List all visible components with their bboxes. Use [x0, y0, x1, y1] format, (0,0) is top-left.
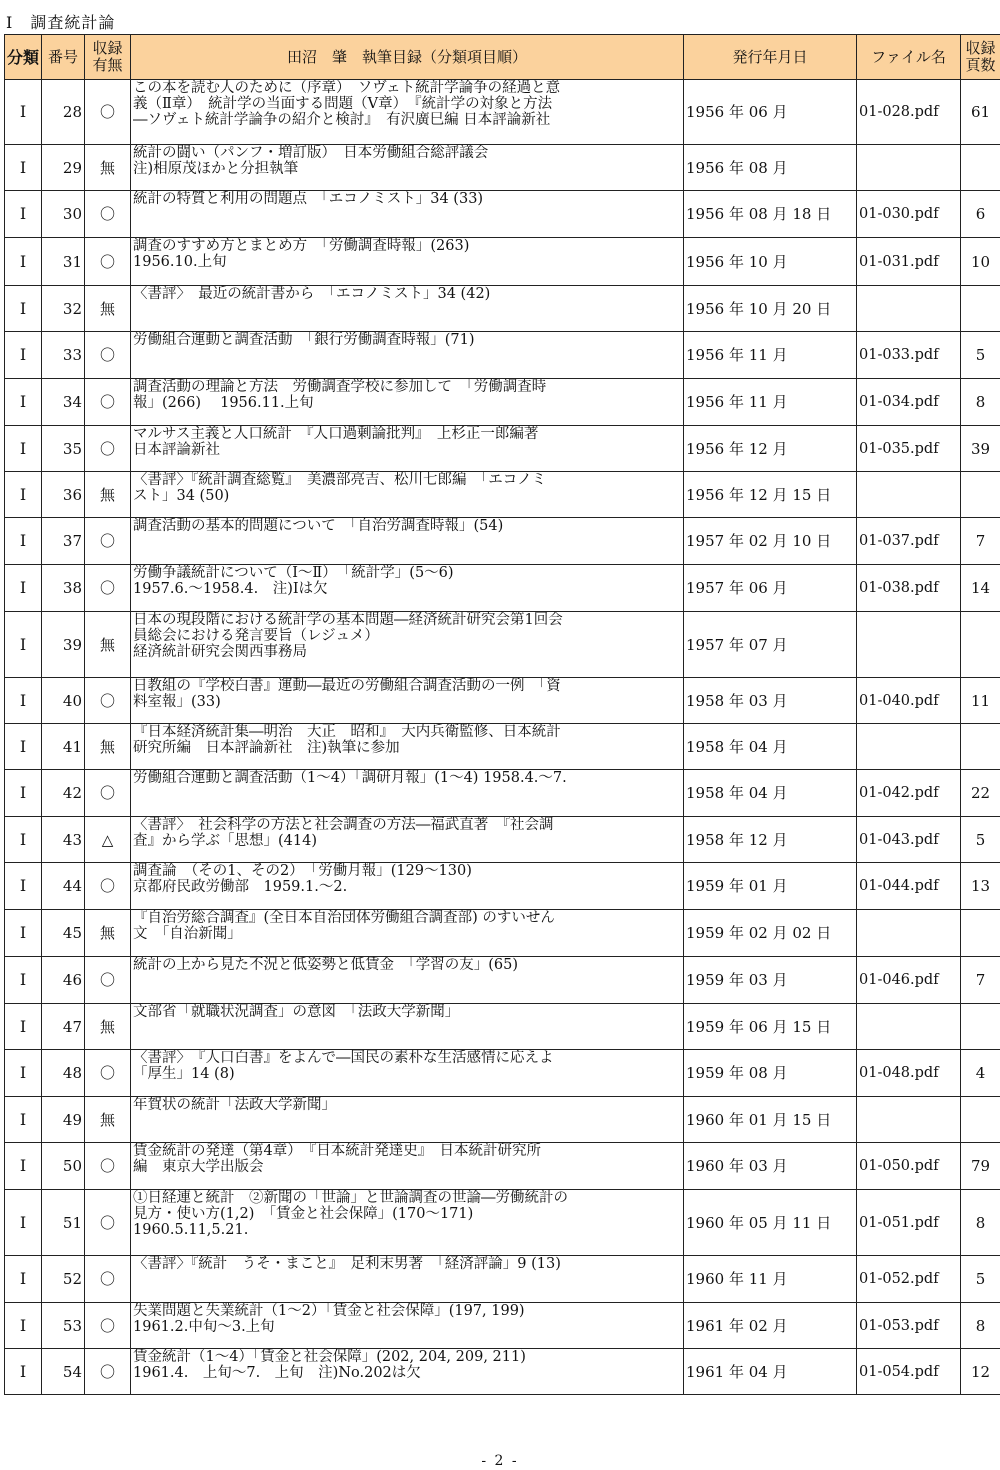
- number-cell: 33: [42, 332, 85, 379]
- recorded-cell: 〇: [85, 1256, 131, 1303]
- date-cell: 1957 年 07 月: [684, 612, 857, 678]
- date-cell: 1961 年 02 月: [684, 1303, 857, 1349]
- date-cell: 1960 年 01 月 15 日: [684, 1097, 857, 1143]
- title-cell: [131, 332, 684, 379]
- pages-cell: 13: [961, 863, 1000, 910]
- title-cell: [131, 80, 684, 145]
- title-line: 賃金統計の発達（第4章） 『日本統計発達史』 日本統計研究所: [133, 1143, 541, 1159]
- table-row: [5, 565, 1000, 612]
- file-cell: [857, 612, 961, 678]
- title-line: 経済統計研究会関西事務局: [133, 644, 307, 660]
- title-line: 1961.4. 上旬～7. 上旬 注)No.202は欠: [133, 1365, 421, 1381]
- number-cell: 38: [42, 565, 85, 612]
- category-cell: Ⅰ: [5, 145, 42, 191]
- date-cell: 1956 年 11 月: [684, 332, 857, 379]
- title-line: 〈書評〉 最近の統計書から 「エコノミスト」34 (42): [133, 286, 491, 302]
- category-cell: Ⅰ: [5, 1303, 42, 1349]
- date-cell: 1960 年 05 月 11 日: [684, 1190, 857, 1256]
- header-pages: [961, 35, 1000, 80]
- file-cell: 01-037.pdf: [857, 518, 961, 565]
- recorded-cell: 〇: [85, 1050, 131, 1097]
- pages-cell: 5: [961, 1256, 1000, 1303]
- file-cell: 01-044.pdf: [857, 863, 961, 910]
- title-line: 1960.5.11,5.21.: [133, 1222, 249, 1238]
- table-row: [5, 910, 1000, 957]
- file-cell: 01-035.pdf: [857, 426, 961, 472]
- recorded-cell: 無: [85, 724, 131, 770]
- number-cell: 31: [42, 238, 85, 286]
- title-line: 研究所編 日本評論新社 注)執筆に参加: [133, 740, 400, 756]
- number-cell: 48: [42, 1050, 85, 1097]
- pages-cell: [961, 1004, 1000, 1050]
- title-line: 失業問題と失業統計（1～2）「賃金と社会保障」(197, 199): [133, 1303, 525, 1319]
- title-line: ―ソヴェト統計学論争の紹介と検討』 有沢廣巳編 日本評論新社: [133, 112, 551, 128]
- number-cell: 46: [42, 957, 85, 1004]
- file-cell: 01-043.pdf: [857, 817, 961, 863]
- title-line: 調査活動の理論と方法 労働調査学校に参加して 「労働調査時: [133, 379, 547, 395]
- title-line: 見方・使い方(1,2) 「賃金と社会保障」(170～171): [133, 1206, 474, 1222]
- table-row: [5, 724, 1000, 770]
- category-cell: Ⅰ: [5, 518, 42, 565]
- category-cell: Ⅰ: [5, 191, 42, 238]
- table-row: [5, 518, 1000, 565]
- file-cell: 01-051.pdf: [857, 1190, 961, 1256]
- date-cell: 1958 年 04 月: [684, 770, 857, 817]
- title-line: 日本の現段階における統計学の基本問題―経済統計研究会第1回会: [133, 612, 563, 628]
- title-line: 義（Ⅱ章） 統計学の当面する問題（Ⅴ章） 『統計学の対象と方法: [133, 96, 553, 112]
- number-cell: 53: [42, 1303, 85, 1349]
- category-cell: Ⅰ: [5, 612, 42, 678]
- file-cell: 01-048.pdf: [857, 1050, 961, 1097]
- file-cell: 01-053.pdf: [857, 1303, 961, 1349]
- file-cell: 01-042.pdf: [857, 770, 961, 817]
- number-cell: 45: [42, 910, 85, 957]
- title-cell: [131, 1143, 684, 1190]
- header-recorded-line2: 有無: [92, 56, 123, 74]
- number-cell: 51: [42, 1190, 85, 1256]
- title-cell: [131, 565, 684, 612]
- file-cell: 01-050.pdf: [857, 1143, 961, 1190]
- bibliography-table: [4, 34, 1000, 1395]
- title-cell: [131, 379, 684, 426]
- category-cell: Ⅰ: [5, 80, 42, 145]
- header-number: 番号: [42, 35, 85, 80]
- date-cell: 1956 年 10 月: [684, 238, 857, 286]
- title-line: 労働組合運動と調査活動 「銀行労働調査時報」(71): [133, 332, 475, 348]
- number-cell: 39: [42, 612, 85, 678]
- recorded-cell: △: [85, 817, 131, 863]
- number-cell: 43: [42, 817, 85, 863]
- recorded-cell: 〇: [85, 1190, 131, 1256]
- title-cell: [131, 724, 684, 770]
- recorded-cell: 無: [85, 910, 131, 957]
- title-line: 労働争議統計について（Ⅰ～Ⅱ） 「統計学」(5～6): [133, 565, 454, 581]
- number-cell: 34: [42, 379, 85, 426]
- category-cell: Ⅰ: [5, 678, 42, 724]
- table-row: [5, 678, 1000, 724]
- title-cell: [131, 1303, 684, 1349]
- title-line: 1961.2.中旬～3.上旬: [133, 1319, 275, 1335]
- date-cell: 1959 年 03 月: [684, 957, 857, 1004]
- recorded-cell: 〇: [85, 957, 131, 1004]
- pages-cell: 5: [961, 332, 1000, 379]
- table-row: [5, 191, 1000, 238]
- recorded-cell: 〇: [85, 1303, 131, 1349]
- file-cell: 01-028.pdf: [857, 80, 961, 145]
- table-row: [5, 1190, 1000, 1256]
- title-line: 編 東京大学出版会: [133, 1159, 264, 1175]
- category-cell: Ⅰ: [5, 426, 42, 472]
- pages-cell: 61: [961, 80, 1000, 145]
- title-line: 〈書評〉 『人口白書』をよんで―国民の素朴な生活感情に応えよ: [133, 1050, 554, 1066]
- category-cell: Ⅰ: [5, 565, 42, 612]
- number-cell: 52: [42, 1256, 85, 1303]
- file-cell: 01-034.pdf: [857, 379, 961, 426]
- file-cell: [857, 1004, 961, 1050]
- pages-cell: [961, 472, 1000, 518]
- title-line: 『自治労総合調査』(全日本自治団体労働組合調査部) のすいせん: [133, 910, 555, 926]
- title-line: 労働組合運動と調査活動（1～4）「調研月報」(1～4) 1958.4.～7.: [133, 770, 567, 786]
- file-cell: [857, 910, 961, 957]
- title-line: 報」(266) 1956.11.上旬: [133, 395, 314, 411]
- file-cell: [857, 1097, 961, 1143]
- category-cell: Ⅰ: [5, 1190, 42, 1256]
- table-row: [5, 1097, 1000, 1143]
- date-cell: 1956 年 06 月: [684, 80, 857, 145]
- recorded-cell: 無: [85, 1004, 131, 1050]
- title-line: 〈書評〉 社会科学の方法と社会調査の方法―福武直著 『社会調: [133, 817, 554, 833]
- title-cell: [131, 426, 684, 472]
- title-cell: [131, 678, 684, 724]
- title-line: マルサス主義と人口統計 『人口過剰論批判』 上杉正一郎編著: [133, 426, 539, 442]
- table-row: [5, 145, 1000, 191]
- pages-cell: 4: [961, 1050, 1000, 1097]
- title-cell: [131, 518, 684, 565]
- title-cell: [131, 817, 684, 863]
- title-line: 統計の上から見た不況と低姿勢と低賃金 「学習の友」(65): [133, 957, 519, 973]
- pages-cell: 8: [961, 1190, 1000, 1256]
- category-cell: Ⅰ: [5, 1004, 42, 1050]
- title-cell: [131, 863, 684, 910]
- pages-cell: 6: [961, 191, 1000, 238]
- title-line: 員総会における発言要旨（レジュメ）: [133, 628, 379, 644]
- title-line: 料室報」(33): [133, 694, 221, 710]
- pages-cell: 79: [961, 1143, 1000, 1190]
- title-line: 1957.6.～1958.4. 注)Ⅰは欠: [133, 581, 328, 597]
- number-cell: 35: [42, 426, 85, 472]
- number-cell: 37: [42, 518, 85, 565]
- number-cell: 29: [42, 145, 85, 191]
- title-line: 文 「自治新聞」: [133, 926, 242, 942]
- pages-cell: 22: [961, 770, 1000, 817]
- category-cell: Ⅰ: [5, 1143, 42, 1190]
- header-file: ファイル名: [857, 35, 961, 80]
- header-pages-line1: 収録: [965, 39, 996, 57]
- recorded-cell: 無: [85, 1097, 131, 1143]
- recorded-cell: 〇: [85, 565, 131, 612]
- table-row: [5, 1349, 1000, 1395]
- pages-cell: [961, 910, 1000, 957]
- file-cell: 01-040.pdf: [857, 678, 961, 724]
- number-cell: 30: [42, 191, 85, 238]
- category-cell: Ⅰ: [5, 379, 42, 426]
- title-line: 調査活動の基本的問題について 「自治労調査時報」(54): [133, 518, 504, 534]
- title-cell: [131, 1050, 684, 1097]
- date-cell: 1956 年 10 月 20 日: [684, 286, 857, 332]
- table-row: [5, 332, 1000, 379]
- file-cell: 01-033.pdf: [857, 332, 961, 379]
- category-cell: Ⅰ: [5, 770, 42, 817]
- number-cell: 44: [42, 863, 85, 910]
- title-line: 統計の闘い（パンフ・増訂版） 日本労働組合総評議会: [133, 145, 489, 161]
- recorded-cell: 〇: [85, 678, 131, 724]
- recorded-cell: 無: [85, 472, 131, 518]
- table-row: [5, 80, 1000, 145]
- recorded-cell: 〇: [85, 238, 131, 286]
- title-line: この本を読む人のために（序章） ソヴェト統計学論争の経過と意: [133, 80, 561, 96]
- number-cell: 42: [42, 770, 85, 817]
- number-cell: 40: [42, 678, 85, 724]
- title-line: 調査のすすめ方とまとめ方 「労働調査時報」(263): [133, 238, 470, 254]
- title-line: 賃金統計（1～4）「賃金と社会保障」(202, 204, 209, 211): [133, 1349, 526, 1365]
- title-line: スト」34 (50): [133, 488, 230, 504]
- date-cell: 1957 年 02 月 10 日: [684, 518, 857, 565]
- title-cell: [131, 191, 684, 238]
- file-cell: [857, 724, 961, 770]
- title-cell: [131, 472, 684, 518]
- title-cell: [131, 612, 684, 678]
- file-cell: [857, 145, 961, 191]
- recorded-cell: 〇: [85, 1143, 131, 1190]
- number-cell: 54: [42, 1349, 85, 1395]
- title-cell: [131, 286, 684, 332]
- recorded-cell: 無: [85, 145, 131, 191]
- title-line: 「厚生」14 (8): [133, 1066, 235, 1082]
- number-cell: 28: [42, 80, 85, 145]
- title-line: 〈書評〉『統計調査総覧』 美濃部亮吉、松川七郎編 「エコノミ: [133, 472, 547, 488]
- category-cell: Ⅰ: [5, 1256, 42, 1303]
- date-cell: 1957 年 06 月: [684, 565, 857, 612]
- table-row: [5, 379, 1000, 426]
- pages-cell: 39: [961, 426, 1000, 472]
- recorded-cell: 無: [85, 612, 131, 678]
- page-number: - 2 -: [481, 1453, 519, 1469]
- number-cell: 50: [42, 1143, 85, 1190]
- recorded-cell: 〇: [85, 332, 131, 379]
- table-row: [5, 1050, 1000, 1097]
- pages-cell: 5: [961, 817, 1000, 863]
- table-row: [5, 472, 1000, 518]
- pages-cell: [961, 724, 1000, 770]
- title-line: 日本評論新社: [133, 442, 220, 458]
- title-line: 統計の特質と利用の問題点 「エコノミスト」34 (33): [133, 191, 484, 207]
- recorded-cell: 無: [85, 286, 131, 332]
- category-cell: Ⅰ: [5, 1349, 42, 1395]
- recorded-cell: 〇: [85, 863, 131, 910]
- pages-cell: 7: [961, 957, 1000, 1004]
- category-cell: Ⅰ: [5, 817, 42, 863]
- title-cell: [131, 957, 684, 1004]
- category-cell: Ⅰ: [5, 724, 42, 770]
- pages-cell: [961, 145, 1000, 191]
- table-row: [5, 817, 1000, 863]
- table-row: [5, 1004, 1000, 1050]
- header-category: 分類: [5, 35, 42, 80]
- title-line: 京都府民政労働部 1959.1.～2.: [133, 879, 348, 895]
- header-recorded: [85, 35, 131, 80]
- title-line: 〈書評〉『統計 うそ・まこと』 足利末男著 「経済評論」9 (13): [133, 1256, 561, 1272]
- recorded-cell: 〇: [85, 518, 131, 565]
- date-cell: 1959 年 02 月 02 日: [684, 910, 857, 957]
- table-row: [5, 1303, 1000, 1349]
- table-row: [5, 238, 1000, 286]
- pages-cell: [961, 1097, 1000, 1143]
- pages-cell: 11: [961, 678, 1000, 724]
- date-cell: 1958 年 03 月: [684, 678, 857, 724]
- date-cell: 1956 年 11 月: [684, 379, 857, 426]
- recorded-cell: 〇: [85, 191, 131, 238]
- category-cell: Ⅰ: [5, 910, 42, 957]
- pages-cell: 14: [961, 565, 1000, 612]
- date-cell: 1956 年 12 月 15 日: [684, 472, 857, 518]
- table-row: [5, 863, 1000, 910]
- date-cell: 1960 年 03 月: [684, 1143, 857, 1190]
- date-cell: 1961 年 04 月: [684, 1349, 857, 1395]
- title-cell: [131, 910, 684, 957]
- number-cell: 32: [42, 286, 85, 332]
- category-cell: Ⅰ: [5, 1050, 42, 1097]
- pages-cell: 10: [961, 238, 1000, 286]
- date-cell: 1956 年 08 月: [684, 145, 857, 191]
- file-cell: 01-052.pdf: [857, 1256, 961, 1303]
- date-cell: 1956 年 12 月: [684, 426, 857, 472]
- table-row: [5, 1143, 1000, 1190]
- header-recorded-line1: 収録: [92, 39, 123, 57]
- number-cell: 47: [42, 1004, 85, 1050]
- title-cell: [131, 1004, 684, 1050]
- category-cell: Ⅰ: [5, 332, 42, 379]
- title-line: 日教組の『学校白書』運動―最近の労働組合調査活動の一例 「資: [133, 678, 561, 694]
- title-cell: [131, 1256, 684, 1303]
- header-title: 田沼 肇 執筆目録（分類項目順）: [131, 35, 684, 80]
- date-cell: 1960 年 11 月: [684, 1256, 857, 1303]
- section-heading: Ⅰ 調査統計論: [6, 13, 116, 32]
- title-cell: [131, 238, 684, 286]
- number-cell: 41: [42, 724, 85, 770]
- title-line: 1956.10.上旬: [133, 254, 227, 270]
- date-cell: 1959 年 08 月: [684, 1050, 857, 1097]
- pages-cell: 12: [961, 1349, 1000, 1395]
- category-cell: Ⅰ: [5, 286, 42, 332]
- header-pages-line2: 頁数: [965, 56, 996, 74]
- pages-cell: 7: [961, 518, 1000, 565]
- file-cell: 01-054.pdf: [857, 1349, 961, 1395]
- title-line: 『日本経済統計集―明治 大正 昭和』 大内兵衛監修、日本統計: [133, 724, 561, 740]
- date-cell: 1958 年 04 月: [684, 724, 857, 770]
- file-cell: 01-031.pdf: [857, 238, 961, 286]
- table-row: [5, 426, 1000, 472]
- category-cell: Ⅰ: [5, 472, 42, 518]
- category-cell: Ⅰ: [5, 863, 42, 910]
- category-cell: Ⅰ: [5, 1097, 42, 1143]
- title-cell: [131, 1190, 684, 1256]
- title-line: ①日経連と統計 ②新聞の「世論」と世論調査の世論―労働統計の: [133, 1190, 568, 1206]
- table-row: [5, 612, 1000, 678]
- date-cell: 1956 年 08 月 18 日: [684, 191, 857, 238]
- title-line: 年賀状の統計「法政大学新聞」: [133, 1097, 336, 1113]
- header-date: 発行年月日: [684, 35, 857, 80]
- category-cell: Ⅰ: [5, 957, 42, 1004]
- title-cell: [131, 1349, 684, 1395]
- recorded-cell: 〇: [85, 379, 131, 426]
- recorded-cell: 〇: [85, 770, 131, 817]
- table-header-row: [5, 35, 1000, 80]
- table-row: [5, 286, 1000, 332]
- title-cell: [131, 770, 684, 817]
- table-row: [5, 770, 1000, 817]
- table-row: [5, 957, 1000, 1004]
- category-cell: Ⅰ: [5, 238, 42, 286]
- date-cell: 1959 年 01 月: [684, 863, 857, 910]
- title-cell: [131, 145, 684, 191]
- number-cell: 49: [42, 1097, 85, 1143]
- file-cell: [857, 472, 961, 518]
- title-line: 調査論 （その1、その2） 「労働月報」(129～130): [133, 863, 472, 879]
- pages-cell: 8: [961, 1303, 1000, 1349]
- recorded-cell: 〇: [85, 80, 131, 145]
- title-line: 注)相原茂ほかと分担執筆: [133, 161, 299, 177]
- file-cell: 01-030.pdf: [857, 191, 961, 238]
- recorded-cell: 〇: [85, 426, 131, 472]
- pages-cell: 8: [961, 379, 1000, 426]
- date-cell: 1958 年 12 月: [684, 817, 857, 863]
- number-cell: 36: [42, 472, 85, 518]
- title-cell: [131, 1097, 684, 1143]
- pages-cell: [961, 612, 1000, 678]
- recorded-cell: 〇: [85, 1349, 131, 1395]
- pages-cell: [961, 286, 1000, 332]
- date-cell: 1959 年 06 月 15 日: [684, 1004, 857, 1050]
- table-row: [5, 1256, 1000, 1303]
- title-line: 文部省「就職状況調査」の意図 「法政大学新聞」: [133, 1004, 460, 1020]
- file-cell: [857, 286, 961, 332]
- file-cell: 01-046.pdf: [857, 957, 961, 1004]
- title-line: 査』から学ぶ「思想」(414): [133, 833, 317, 849]
- file-cell: 01-038.pdf: [857, 565, 961, 612]
- table-body: [5, 80, 1000, 1395]
